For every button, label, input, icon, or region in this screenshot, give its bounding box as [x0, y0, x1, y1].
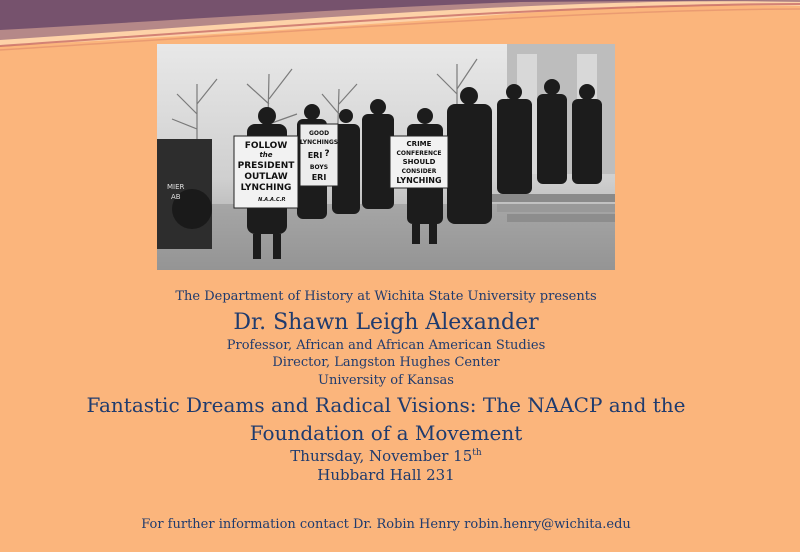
- sign1-line6: N.A.A.C.P.: [258, 197, 286, 203]
- event-date-text: Thursday, November 15: [290, 447, 473, 465]
- contact-info: For further information contact Dr. Robin Henry robin.henry@wichita.edu: [141, 517, 631, 532]
- sign1-line5: LYNCHING: [240, 183, 292, 193]
- sign3-line1: GOOD: [308, 130, 330, 137]
- sign2-line4: CONSIDER: [401, 168, 437, 175]
- event-date: [0, 447, 786, 465]
- sign2-line5: LYNCHING: [396, 176, 442, 185]
- event-location: Hubbard Hall 231: [317, 466, 455, 484]
- sign3-line5: BOYS: [309, 164, 329, 171]
- sign2-line1: CRIME: [406, 140, 432, 148]
- sign1-line2: the: [259, 151, 273, 159]
- sign2-line3: SHOULD: [402, 158, 436, 166]
- speaker-title-1: Professor, African and African American Studies: [226, 338, 546, 353]
- speaker-name: Dr. Shawn Leigh Alexander: [233, 310, 539, 335]
- sign3-line4: ERI: [307, 151, 323, 160]
- lecture-title-line-2: Foundation of a Movement: [249, 421, 523, 445]
- sign1-line3: PRESIDENT: [237, 161, 295, 171]
- presents-line: The Department of History at Wichita State University presents: [175, 289, 597, 304]
- sign2-line2: CONFERENCE: [396, 150, 442, 157]
- lecture-title-line-1: Fantastic Dreams and Radical Visions: The NAACP and the: [86, 393, 686, 417]
- sign1-line1: FOLLOW: [244, 141, 288, 151]
- sign3-line2: LYNCHINGS: [299, 139, 339, 146]
- sign3-line3: ?: [324, 149, 330, 159]
- sign3-line6: ERI: [311, 173, 327, 182]
- cab-text-2: AB: [171, 193, 181, 201]
- sign1-line4: OUTLAW: [244, 172, 288, 182]
- cab-text-1: MIER: [167, 183, 185, 191]
- speaker-title-3: University of Kansas: [318, 373, 454, 388]
- event-date-suffix: th: [472, 448, 482, 458]
- speaker-title-2: Director, Langston Hughes Center: [272, 355, 500, 370]
- protest-photograph: [157, 44, 615, 270]
